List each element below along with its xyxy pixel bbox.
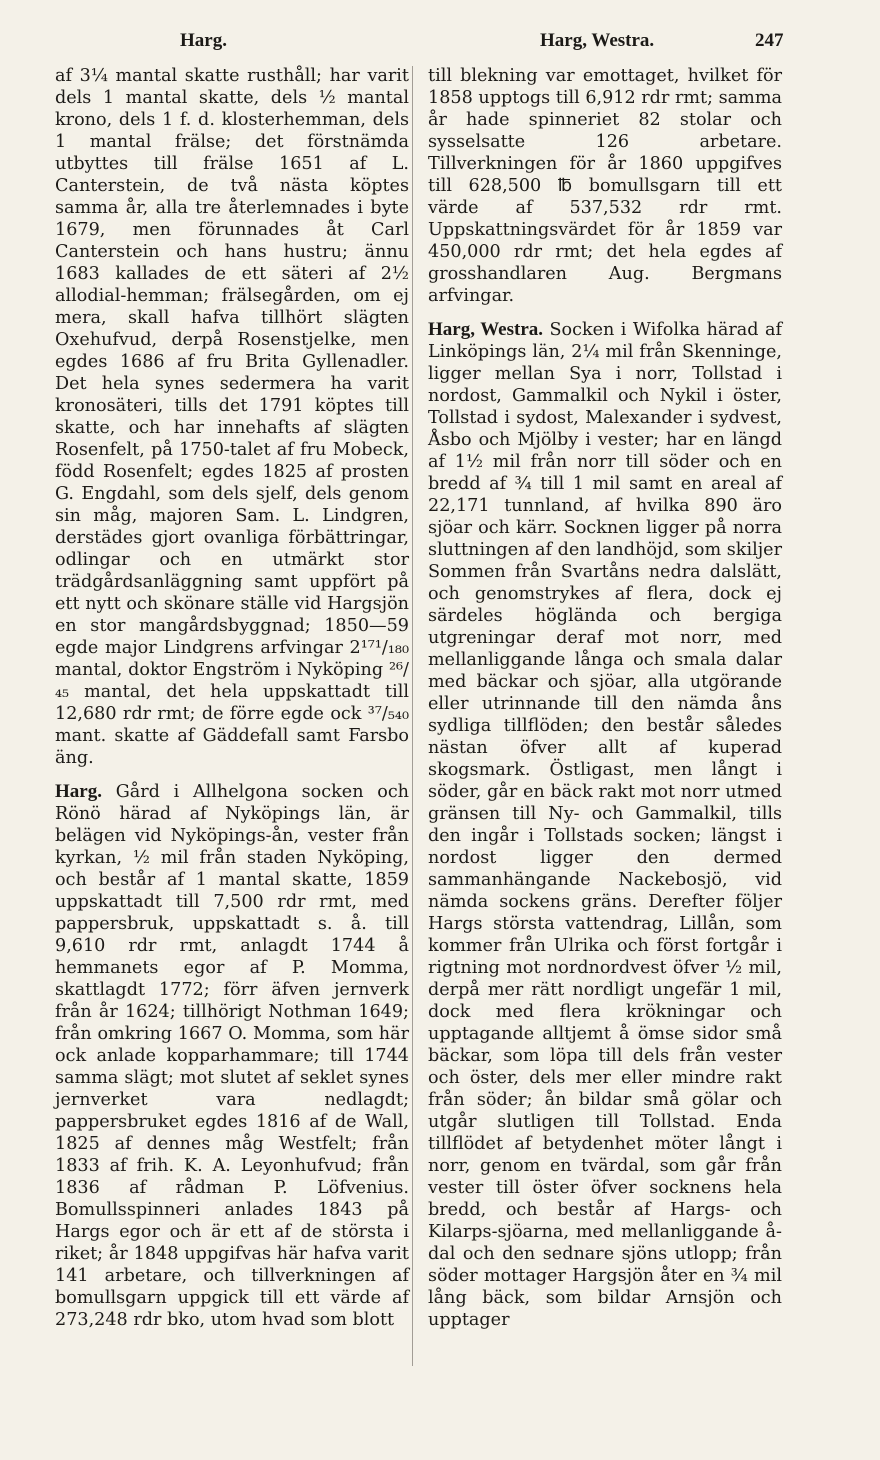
- entry-harg-headword: Harg.: [55, 781, 102, 802]
- left-paragraph-continuation: af 3¼ mantal skatte rusthåll; har varit dels 1 mantal skatte, dels ½ mantal krono, dels 1 f. d. klosterhemman, dels 1 mantal frälse; det förstnämda utbyttes till frälse 1651 af L. Canterstein, de två nästa köptes samma år, alla tre återlemnades i byte 1679, men förunnades åt Carl Canterstein och hans hustru; ännu 1683 kallades de ett säteri af 2½ allodial-hemman; frälsegården, om ej mera, skall hafva tillhört slägten Oxehufvud, derpå Rosenstjelke, men egdes 1686 af fru Brita Gyllenadler. Det hela synes sedermera ha varit kronosäteri, tills det 1791 köptes till skatte, och har innehafts af slägten Rosenfelt, på 1750-talet af fru Mobeck, född Rosenfelt; egdes 1825 af prosten G. Engdahl, som dels sjelf, dels genom sin måg, majoren Sam. L. Lindgren, derstädes gjort ovanliga förbättringar, odlingar och en utmärkt stor trädgårdsanläggning samt uppfört på ett nytt och skönare ställe vid Hargsjön en stor mangårdsbyggnad; 1850—59 egde major Lindgrens arfvingar 2¹⁷¹/₁₈₀ mantal, doktor Engström i Nyköping ²⁶/₄₅ mantal, det hela uppskattadt till 12,680 rdr rmt; de förre egde ock ³⁷/₅₄₀ mant. skatte af Gäddefall samt Farsbo äng.: [55, 66, 409, 768]
- right-paragraph-continuation: till blekning var emottaget, hvilket för 1858 upptogs till 6,912 rdr rmt; samma år hade spinneriet 82 stolar och sysselsatte 126 arbetare. Tillverkningen för år 1860 uppgifves till 628,500 ℔ bomullsgarn till ett värde af 537,532 rdr rmt. Uppskattningsvärdet för år 1859 var 450,000 rdr rmt; det hela egdes af grosshandlaren Aug. Bergmans arfvingar.: [428, 66, 783, 306]
- running-header: [0, 30, 880, 54]
- column-divider: [412, 66, 413, 1366]
- header-right-title: Harg, Westra.: [540, 30, 655, 51]
- header-left-title: Harg.: [180, 30, 227, 51]
- right-column: [428, 65, 782, 1331]
- entry-harg-westra-headword: Harg, Westra.: [428, 319, 544, 340]
- page-number: 247: [755, 30, 784, 51]
- left-column: [55, 65, 409, 1331]
- entry-harg: [55, 781, 409, 1331]
- entry-harg-westra-text: Socken i Wifolka härad af Linköpings län, 2¼ mil från Skenninge, ligger mellan Sya i norr, Tollstad i nordost, Gammalkil och Nykil i öster, Tollstad i sydost, Malexander i sydvest, Åsbo och Mjölby i vester; har en längd af 1½ mil från norr till söder och en bredd af ¾ till 1 mil samt en areal af 22,171 tunnland, af hvilka 890 äro sjöar och kärr. Socknen ligger på norra sluttningen af den landhöjd, som skiljer Sommen från Svartåns nedra dalslätt, och genomstrykes af flera, dock ej särdeles höglända och bergiga utgreningar deraf mot norr, med mellanliggande långa och smala dalar med bäckar och sjöar, alla utgörande eller utrinnande till den nämda åns sydliga tillflöden; den består således nästan öfver allt af kuperad skogsmark. Östligast, men långt i söder, går en bäck rakt mot norr utmed gränsen till Ny- och Gammalkil, tills den ingår i Tollstads socken; längst i nordost ligger den dermed sammanhängande Nackebosjö, vid nämda sockens gräns. Derefter följer Hargs största vattendrag, Lillån, som kommer från Ulrika och först fortgår i rigtning mot nordnordvest öfver ½ mil, derpå mer rätt nordligt ungefär 1 mil, dock med flera krökningar och upptagande alltjemt å ömse sidor små bäckar, som löpa till dels från vester och öster, dels mer eller mindre rakt från söder; ån bildar små gölar och utgår slutligen till Tollstad. Enda tillflödet af betydenhet möter långt i norr, genom en tvärdal, som går från vester till öster öfver socknens hela bredd, och består af Hargs- och Kilarps-sjöarna, med mellanliggande å-dal och den sednare sjöns utlopp; från söder mottager Hargsjön åter en ¾ mil lång bäck, som bildar Arnsjön och upptager: [428, 320, 782, 1330]
- entry-harg-text: Gård i Allhelgona socken och Rönö härad af Nyköpings län, är belägen vid Nyköpings-ån, vester från kyrkan, ½ mil från staden Nyköping, och består af 1 mantal skatte, 1859 uppskattadt till 7,500 rdr rmt, med pappersbruk, uppskattadt s. å. till 9,610 rdr rmt, anlagdt 1744 å hemmanets egor af P. Momma, skattlagdt 1772; förr äfven jernverk från år 1624; tillhörigt Nothman 1649; från omkring 1667 O. Momma, som här ock anlade kopparhammare; till 1744 samma slägt; mot slutet af seklet synes jernverket vara nedlagdt; pappersbruket egdes 1816 af de Wall, 1825 af dennes måg Westfelt; från 1833 af frih. K. A. Leyonhufvud; från 1836 af rådman P. Löfvenius. Bomullsspinneri anlades 1843 på Hargs egor och är ett af de största i riket; år 1848 uppgifvas här hafva varit 141 arbetare, och tillverkningen af bomullsgarn uppgick till ett värde af 273,248 rdr bko, utom hvad som blott: [55, 782, 410, 1330]
- entry-harg-westra: [428, 319, 782, 1331]
